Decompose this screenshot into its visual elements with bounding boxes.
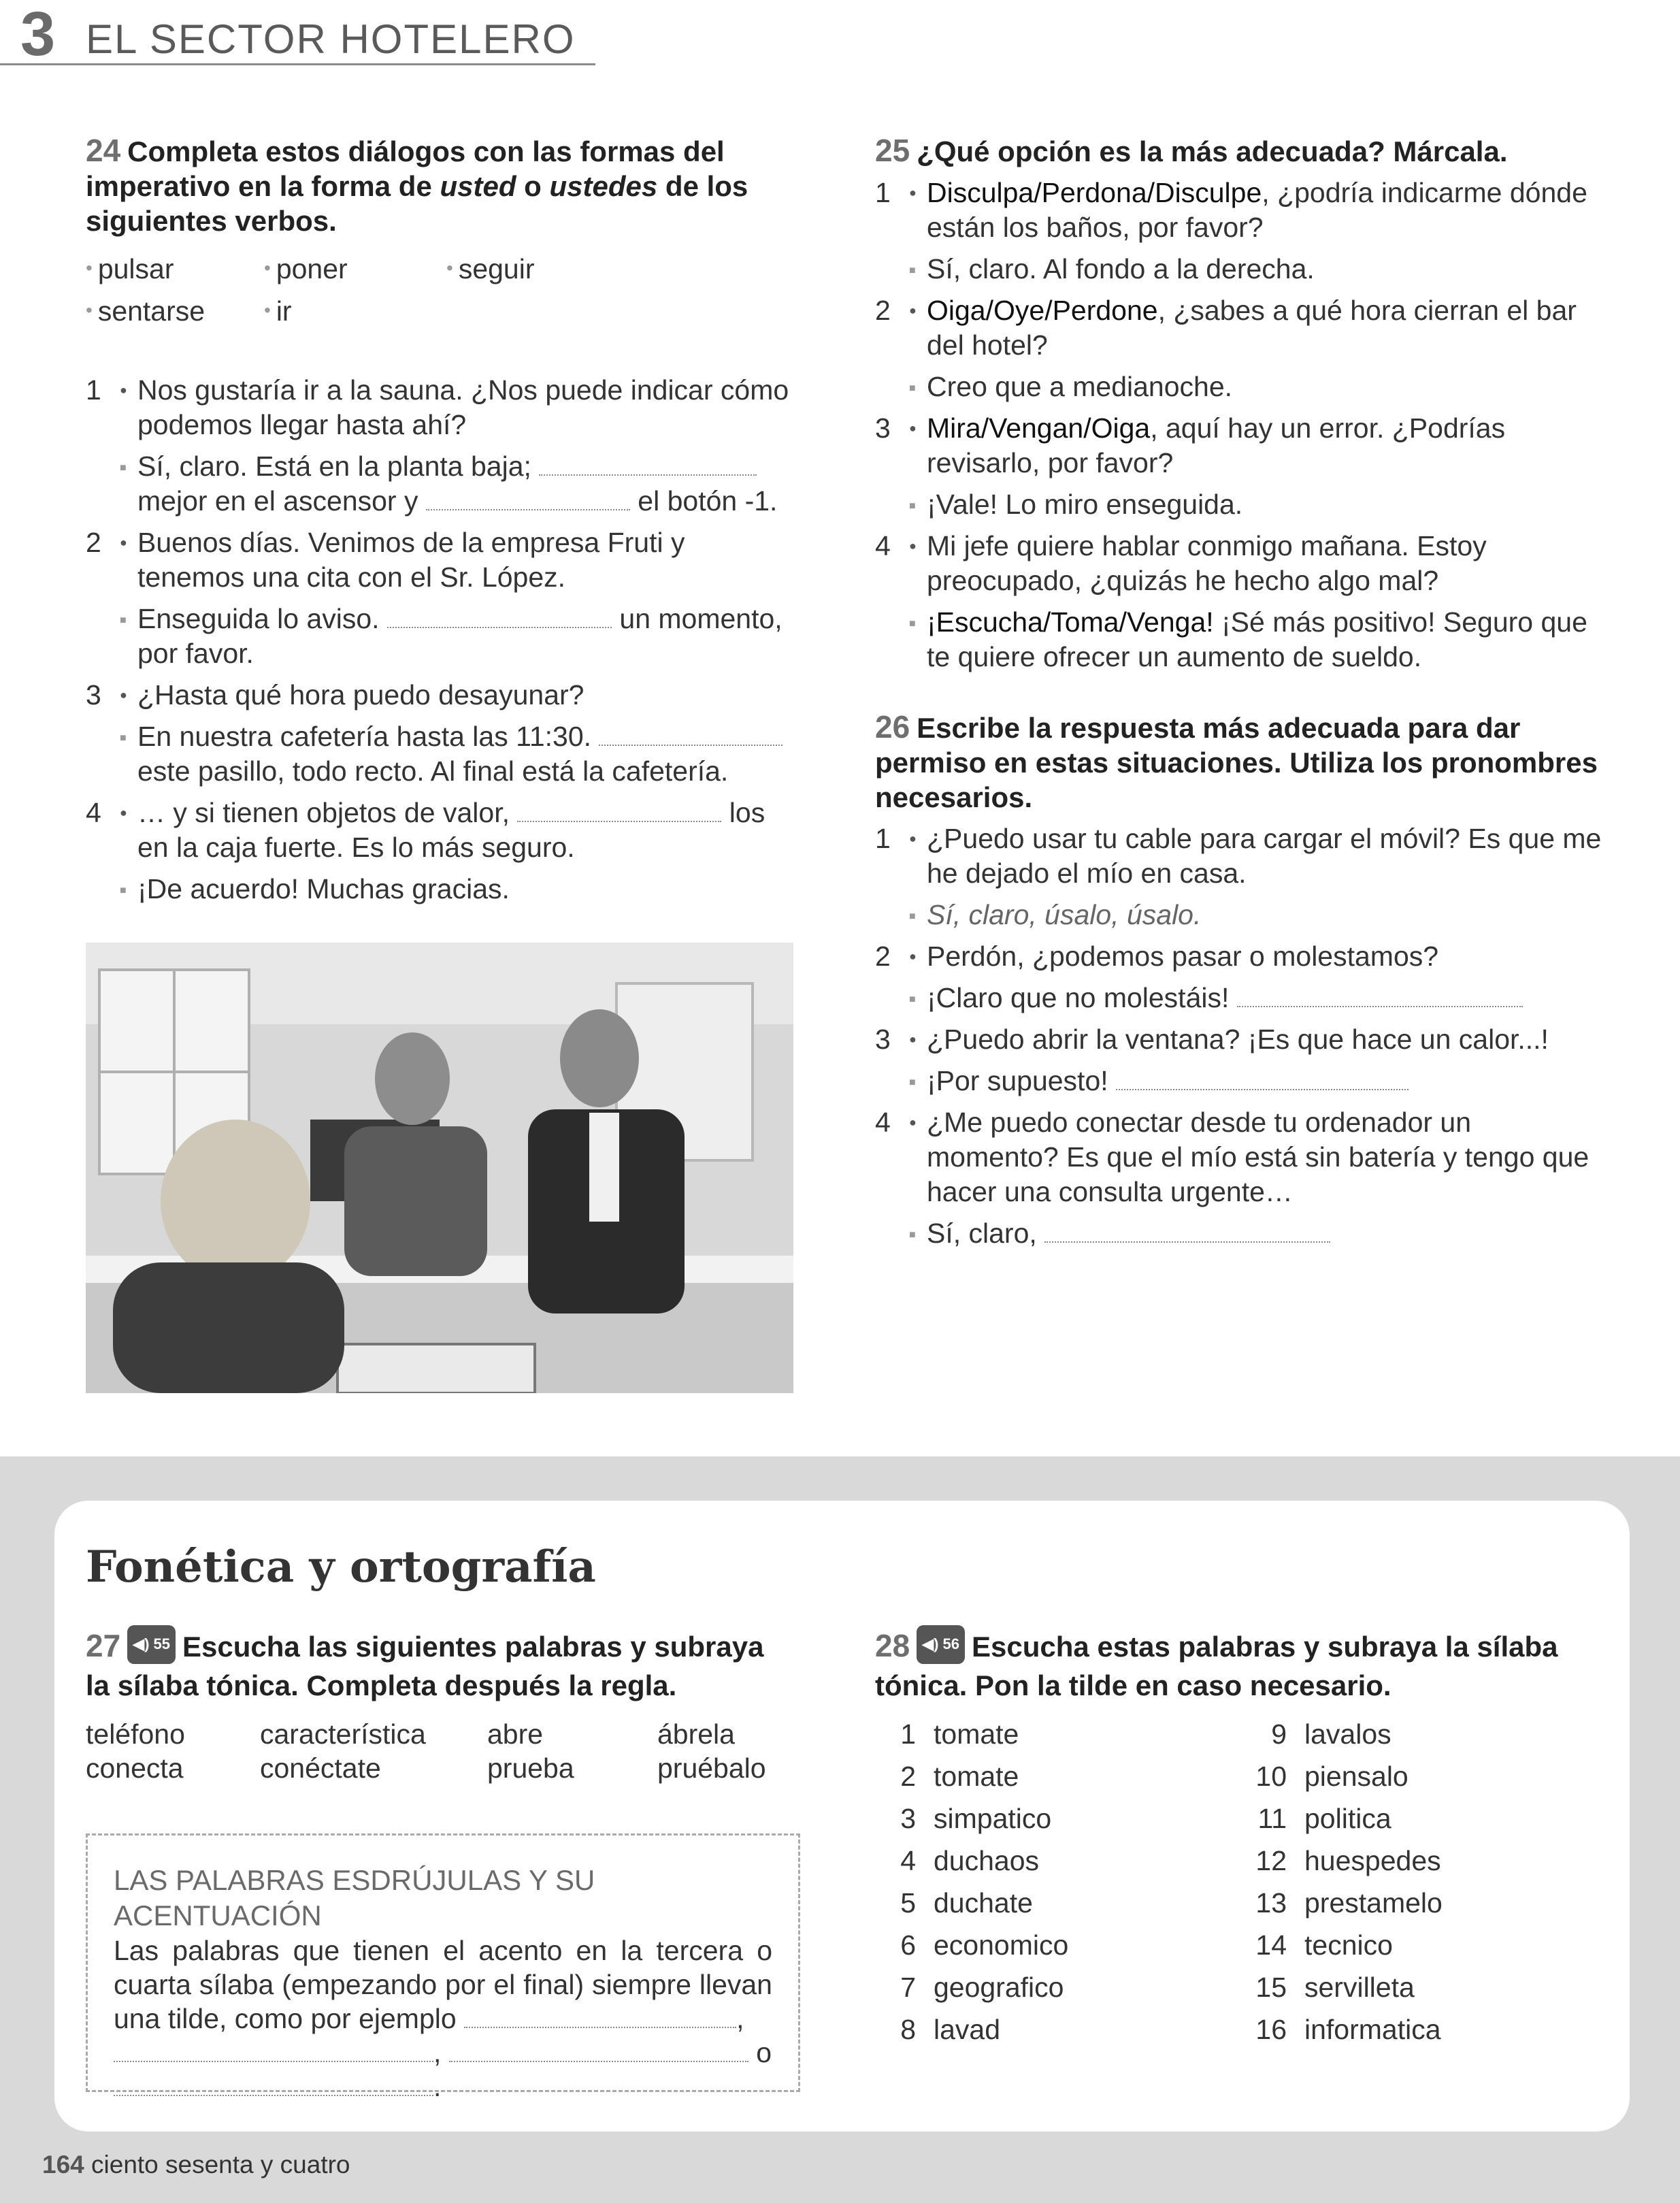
dialog-question: ● Buenos días. Venimos de la empresa Fruti y tenemos una cita con el Sr. López. <box>137 525 793 595</box>
permission-answer <box>927 1216 1610 1251</box>
audio-track-number: 56 <box>942 1635 960 1653</box>
fill-blank[interactable] <box>599 725 783 746</box>
question-text: , aquí hay un error. ¿Podrías revisarlo, por favor? <box>927 412 1506 478</box>
permission-item <box>875 1022 1610 1098</box>
verb-item: • poner <box>264 253 348 285</box>
permission-answer <box>927 981 1610 1015</box>
list-item <box>875 1929 1068 1961</box>
list-item <box>875 2014 1000 2046</box>
choice-answer: ■ Sí, claro. Al fondo a la derecha. <box>927 252 1610 287</box>
verb-item: • seguir <box>446 253 534 285</box>
word-text: piensalo <box>1304 1761 1409 1792</box>
exercise-24-instruction <box>86 133 793 238</box>
rule-title: LAS PALABRAS ESDRÚJULAS Y SU ACENTUACIÓN <box>114 1864 595 1931</box>
word-item: abre <box>487 1718 544 1750</box>
exercise-27-instruction <box>86 1629 793 1703</box>
fill-blank[interactable] <box>387 608 612 628</box>
list-item <box>1246 1761 1409 1793</box>
item-number: 2 <box>875 941 891 972</box>
answer-text: ¡Claro que no molestáis! <box>927 982 1230 1013</box>
item-number: 3 <box>875 412 891 444</box>
word-number: 16 <box>1255 2014 1287 2045</box>
answer-text: mejor en el ascensor y <box>137 485 418 517</box>
rule-punct: , <box>736 2003 744 2034</box>
option-choices[interactable]: Disculpa/Perdona/Disculpe <box>927 177 1262 208</box>
answer-text: En nuestra cafetería hasta las 11:30. <box>137 721 592 752</box>
word-number: 4 <box>900 1845 916 1876</box>
list-item <box>1246 1929 1393 1961</box>
page-footer <box>42 2151 350 2179</box>
dialog-question: ● Nos gustaría ir a la sauna. ¿Nos puede indicar cómo podemos llegar hasta ahí? <box>137 373 793 442</box>
exercise-number: 25 <box>875 133 910 168</box>
permission-question: ● ¿Puedo abrir la ventana? ¡Es que hace un calor...! <box>927 1022 1610 1057</box>
dialog-answer: ■ ¡De acuerdo! Muchas gracias. <box>137 872 793 907</box>
list-item <box>875 1803 1051 1835</box>
instruction-ustedes: ustedes <box>549 170 658 202</box>
item-number: 1 <box>86 374 101 406</box>
word-number: 1 <box>900 1718 916 1750</box>
word-text: geografico <box>934 1972 1064 2003</box>
answer-text: ¡Sé más positivo! Seguro que te quiere ofrecer un aumento de sueldo. <box>927 606 1587 672</box>
choice-item <box>875 411 1610 522</box>
unit-number: 3 <box>20 0 56 69</box>
rule-box <box>86 1833 800 2102</box>
permission-item <box>875 1105 1610 1251</box>
word-number: 15 <box>1255 1972 1287 2003</box>
item-number: 1 <box>875 823 891 854</box>
word-item: conecta <box>86 1752 184 1784</box>
audio-track-number: 55 <box>153 1635 171 1653</box>
rule-body: Las palabras que tienen el acento en la tercera o cuarta sílaba (empezando por el final) siempre llevan una tilde, como por ejemplo <box>114 1935 772 2034</box>
fill-blank[interactable] <box>449 2042 748 2062</box>
word-text: politica <box>1304 1803 1391 1834</box>
example-answer: ■ Sí, claro, úsalo, úsalo. <box>927 898 1610 932</box>
verb-list <box>86 253 793 340</box>
word-number: 6 <box>900 1929 916 1961</box>
word-item: pruébalo <box>657 1752 766 1784</box>
word-number: 7 <box>900 1972 916 2003</box>
unit-header <box>0 0 595 69</box>
answer-text: este pasillo, todo recto. Al final está la cafetería. <box>137 755 729 787</box>
word-text: duchate <box>934 1887 1033 1919</box>
rule-punct: , <box>433 2037 442 2068</box>
option-choices[interactable]: Mira/Vengan/Oiga <box>927 412 1151 444</box>
word-number: 11 <box>1257 1803 1287 1834</box>
item-number: 3 <box>86 679 101 711</box>
list-item <box>875 1972 1064 2004</box>
verb-item: • pulsar <box>86 253 174 285</box>
choice-question <box>927 176 1610 245</box>
item-number: 1 <box>875 177 891 208</box>
permission-answer <box>927 1064 1610 1098</box>
word-item: teléfono <box>86 1718 185 1750</box>
answer-text: un momento, <box>619 603 783 634</box>
dialog-item <box>86 678 793 789</box>
list-item <box>1246 1803 1391 1835</box>
word-number: 10 <box>1255 1761 1287 1792</box>
word-item: característica <box>260 1718 426 1750</box>
reception-photo <box>86 943 793 1393</box>
exercise-number: 26 <box>875 709 910 745</box>
instruction-text: Escribe la respuesta más adecuada para dar permiso en estas situaciones. Utiliza los pronombres necesarios. <box>875 712 1598 813</box>
list-item <box>875 1761 1019 1793</box>
instruction-text: Escucha las siguientes palabras y subraya la sílaba tónica. Completa después la regla. <box>86 1631 764 1702</box>
fill-blank[interactable] <box>1116 1070 1409 1090</box>
word-text: prestamelo <box>1304 1887 1443 1919</box>
permission-question: ● ¿Puedo usar tu cable para cargar el móvil? Es que me he dejado el mío en casa. <box>927 821 1610 891</box>
instruction-o: o <box>516 170 550 202</box>
item-number: 4 <box>86 797 101 828</box>
answer-text: por favor. <box>137 638 254 669</box>
question-text: , ¿sabes a qué hora cierran el bar del hotel? <box>927 295 1577 361</box>
choice-item <box>875 176 1610 287</box>
word-number: 2 <box>900 1761 916 1792</box>
word-number: 8 <box>900 2014 916 2045</box>
answer-text: Enseguida lo aviso. <box>137 603 380 634</box>
word-text: lavalos <box>1304 1718 1391 1750</box>
fill-blank[interactable] <box>539 455 757 476</box>
page-number: 164 <box>42 2151 84 2178</box>
exercise-25-instruction <box>875 133 1610 169</box>
word-text: servilleta <box>1304 1972 1415 2003</box>
list-item <box>1246 1845 1441 1877</box>
answer-text: Sí, claro. Está en la planta baja; <box>137 451 531 482</box>
choice-question: ● Mi jefe quiere hablar conmigo mañana. Estoy preocupado, ¿quizás he hecho algo mal? <box>927 529 1610 598</box>
answer-text: el botón -1. <box>638 485 778 517</box>
word-text: huespedes <box>1304 1845 1441 1876</box>
exercise-26-instruction <box>875 710 1610 815</box>
choice-item <box>875 529 1610 674</box>
choice-question <box>927 411 1610 480</box>
dialog-item <box>86 525 793 671</box>
audio-icon[interactable]: ◀) 56 <box>917 1625 965 1664</box>
list-item <box>1246 1972 1415 2004</box>
choice-item <box>875 293 1610 404</box>
permission-item <box>875 939 1610 1015</box>
word-text: simpatico <box>934 1803 1052 1834</box>
choice-answer: ■ Creo que a medianoche. <box>927 370 1610 404</box>
dialog-item <box>86 373 793 519</box>
fill-blank[interactable] <box>114 2042 433 2062</box>
word-text: tecnico <box>1304 1929 1393 1961</box>
fill-blank[interactable] <box>1044 1222 1330 1243</box>
list-item <box>875 1887 1033 1919</box>
list-item <box>1246 2014 1441 2046</box>
list-item <box>875 1845 1039 1877</box>
dialog-answer <box>137 602 793 671</box>
instruction-text: Completa estos diálogos con las formas del imperativo en la forma de <box>86 135 725 202</box>
question-text: en la caja fuerte. Es lo más seguro. <box>137 832 575 863</box>
option-choices[interactable]: Oiga/Oye/Perdone <box>927 295 1158 326</box>
verb-item: • ir <box>264 295 292 327</box>
fill-blank[interactable] <box>464 2008 736 2028</box>
item-number: 4 <box>875 1107 891 1138</box>
rule-text <box>114 1933 772 2104</box>
fill-blank[interactable] <box>517 802 721 822</box>
answer-text: ¡Por supuesto! <box>927 1065 1108 1096</box>
choice-answer <box>927 605 1610 674</box>
instruction-text-end: de los siguientes verbos. <box>86 170 748 237</box>
exercise-25 <box>875 133 1610 1251</box>
unit-title: EL SECTOR HOTELERO <box>86 16 576 62</box>
question-text: los <box>729 797 765 828</box>
item-number: 3 <box>875 1024 891 1055</box>
question-text: … y si tienen objetos de valor, <box>137 797 510 828</box>
choice-question <box>927 293 1610 363</box>
dialog-question: ● ¿Hasta qué hora puedo desayunar? <box>137 678 793 713</box>
rule-punct: o <box>756 2037 772 2068</box>
choice-answer: ■ ¡Vale! Lo miro enseguida. <box>927 487 1610 522</box>
answer-text: Sí, claro, <box>927 1218 1037 1249</box>
rule-punct: . <box>433 2071 442 2102</box>
dialog-item <box>86 796 793 907</box>
word-text: tomate <box>934 1718 1019 1750</box>
permission-question: ● ¿Me puedo conectar desde tu ordenador un momento? Es que el mío está sin batería y tengo que hacer una consulta urgente… <box>927 1105 1610 1209</box>
fill-blank[interactable] <box>426 490 630 510</box>
exercise-number: 27 <box>86 1628 121 1663</box>
word-number: 12 <box>1255 1845 1287 1876</box>
instruction-usted: usted <box>440 170 516 202</box>
exercise-28-instruction <box>875 1629 1610 1703</box>
word-number: 5 <box>900 1887 916 1919</box>
word-number: 3 <box>900 1803 916 1834</box>
word-text: duchaos <box>934 1845 1040 1876</box>
audio-icon[interactable]: ◀) 55 <box>127 1625 176 1664</box>
phonetics-title: Fonética y ortografía <box>86 1541 596 1593</box>
list-item <box>875 1718 1019 1750</box>
item-number: 4 <box>875 530 891 561</box>
exercise-24 <box>86 133 793 907</box>
list-item <box>1246 1718 1391 1750</box>
option-choices[interactable]: ¡Escucha/Toma/Venga! <box>927 606 1214 638</box>
word-item: prueba <box>487 1752 574 1784</box>
word-item: conéctate <box>260 1752 381 1784</box>
list-item <box>1246 1887 1443 1919</box>
exercise-number: 28 <box>875 1628 910 1663</box>
word-number: 9 <box>1271 1718 1287 1750</box>
question-text: , ¿podría indicarme dónde están los baños, por favor? <box>927 177 1587 243</box>
exercise-number: 24 <box>86 133 121 168</box>
dialog-question <box>137 796 793 865</box>
dialog-answer <box>137 719 793 789</box>
word-text: tomate <box>934 1761 1019 1792</box>
fill-blank[interactable] <box>114 2076 433 2096</box>
permission-item <box>875 821 1610 932</box>
word-text: lavad <box>934 2014 1001 2045</box>
page-number-words: ciento sesenta y cuatro <box>91 2151 350 2178</box>
instruction-text: ¿Qué opción es la más adecuada? Márcala. <box>917 135 1508 167</box>
instruction-text: Escucha estas palabras y subraya la sílaba tónica. Pon la tilde en caso necesario. <box>875 1631 1558 1702</box>
word-text: informatica <box>1304 2014 1441 2045</box>
verb-item: • sentarse <box>86 295 205 327</box>
word-number: 14 <box>1255 1929 1287 1961</box>
permission-question: ● Perdón, ¿podemos pasar o molestamos? <box>927 939 1610 974</box>
item-number: 2 <box>875 295 891 326</box>
word-text: economico <box>934 1929 1069 1961</box>
item-number: 2 <box>86 527 101 558</box>
word-item: ábrela <box>657 1718 735 1750</box>
dialog-answer <box>137 449 793 519</box>
word-number: 13 <box>1255 1887 1287 1919</box>
fill-blank[interactable] <box>1237 987 1523 1007</box>
